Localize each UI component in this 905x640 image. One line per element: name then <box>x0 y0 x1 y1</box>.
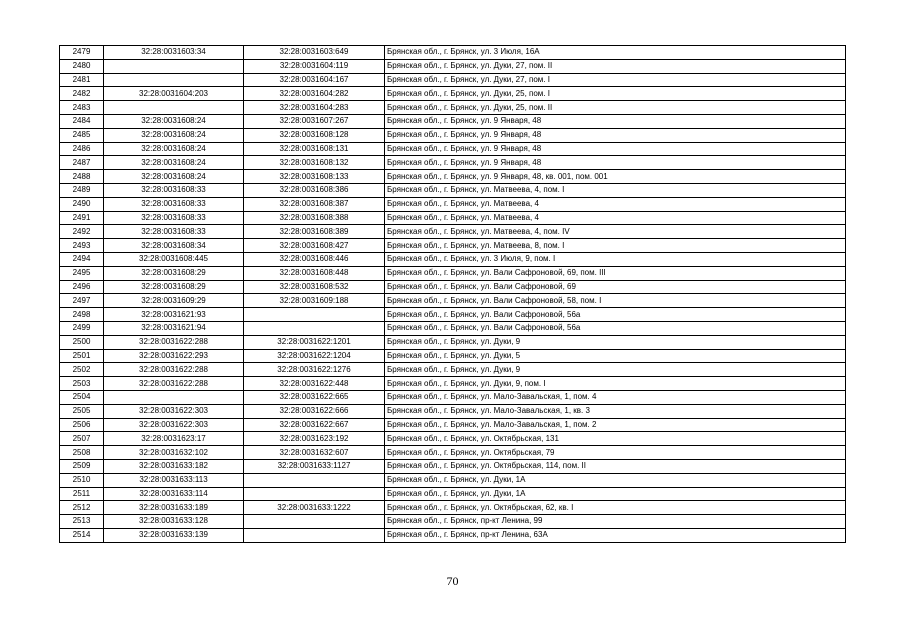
property-register-table <box>59 45 846 543</box>
parcel-cadastral-number-cell: 32:28:0031622:288 <box>104 335 244 349</box>
table-row <box>60 239 846 253</box>
object-cadastral-number-cell: 32:28:0031608:132 <box>244 156 385 170</box>
page-number: 70 <box>446 574 459 588</box>
row-number-cell: 2491 <box>60 211 104 225</box>
row-number-cell: 2513 <box>60 515 104 529</box>
parcel-cadastral-number-cell: 32:28:0031608:33 <box>104 225 244 239</box>
table-row <box>60 87 846 101</box>
table-row <box>60 528 846 542</box>
row-number-cell: 2493 <box>60 239 104 253</box>
row-number-cell: 2482 <box>60 87 104 101</box>
address-cell: Брянская обл., г. Брянск, ул. Октябрьская, 131 <box>385 432 846 446</box>
object-cadastral-number-cell: 32:28:0031622:1201 <box>244 335 385 349</box>
table-row <box>60 170 846 184</box>
parcel-cadastral-number-cell: 32:28:0031608:24 <box>104 156 244 170</box>
object-cadastral-number-cell: 32:28:0031633:1222 <box>244 501 385 515</box>
table-row <box>60 446 846 460</box>
address-cell: Брянская обл., г. Брянск, ул. Вали Сафроновой, 56а <box>385 308 846 322</box>
address-cell: Брянская обл., г. Брянск, ул. Октябрьская, 62, кв. I <box>385 501 846 515</box>
object-cadastral-number-cell: 32:28:0031622:1204 <box>244 349 385 363</box>
parcel-cadastral-number-cell: 32:28:0031603:34 <box>104 46 244 60</box>
address-cell: Брянская обл., г. Брянск, ул. 9 Января, 48 <box>385 156 846 170</box>
row-number-cell: 2486 <box>60 142 104 156</box>
row-number-cell: 2494 <box>60 252 104 266</box>
address-cell: Брянская обл., г. Брянск, ул. 9 Января, 48 <box>385 114 846 128</box>
object-cadastral-number-cell: 32:28:0031622:1276 <box>244 363 385 377</box>
parcel-cadastral-number-cell: 32:28:0031632:102 <box>104 446 244 460</box>
address-cell: Брянская обл., г. Брянск, ул. Мало-Завальская, 1, пом. 4 <box>385 390 846 404</box>
row-number-cell: 2509 <box>60 459 104 473</box>
address-cell: Брянская обл., г. Брянск, ул. Матвеева, 4 <box>385 211 846 225</box>
parcel-cadastral-number-cell: 32:28:0031633:189 <box>104 501 244 515</box>
table-row <box>60 418 846 432</box>
object-cadastral-number-cell: 32:28:0031604:282 <box>244 87 385 101</box>
table-row <box>60 515 846 529</box>
object-cadastral-number-cell <box>244 473 385 487</box>
parcel-cadastral-number-cell: 32:28:0031622:288 <box>104 363 244 377</box>
address-cell: Брянская обл., г. Брянск, ул. Октябрьская, 114, пом. II <box>385 459 846 473</box>
object-cadastral-number-cell: 32:28:0031608:131 <box>244 142 385 156</box>
table-row <box>60 280 846 294</box>
object-cadastral-number-cell: 32:28:0031632:607 <box>244 446 385 460</box>
table-row <box>60 156 846 170</box>
parcel-cadastral-number-cell: 32:28:0031608:24 <box>104 114 244 128</box>
parcel-cadastral-number-cell <box>104 101 244 115</box>
object-cadastral-number-cell: 32:28:0031604:167 <box>244 73 385 87</box>
parcel-cadastral-number-cell <box>104 390 244 404</box>
object-cadastral-number-cell <box>244 487 385 501</box>
row-number-cell: 2508 <box>60 446 104 460</box>
table-row <box>60 459 846 473</box>
object-cadastral-number-cell <box>244 528 385 542</box>
address-cell: Брянская обл., г. Брянск, ул. Дуки, 25, пом. II <box>385 101 846 115</box>
table-row <box>60 377 846 391</box>
object-cadastral-number-cell <box>244 321 385 335</box>
address-cell: Брянская обл., г. Брянск, ул. 9 Января, 48 <box>385 128 846 142</box>
parcel-cadastral-number-cell: 32:28:0031608:29 <box>104 280 244 294</box>
object-cadastral-number-cell: 32:28:0031622:448 <box>244 377 385 391</box>
parcel-cadastral-number-cell: 32:28:0031608:33 <box>104 183 244 197</box>
parcel-cadastral-number-cell: 32:28:0031609:29 <box>104 294 244 308</box>
table-row <box>60 390 846 404</box>
table-row <box>60 183 846 197</box>
address-cell: Брянская обл., г. Брянск, пр-кт Ленина, 63А <box>385 528 846 542</box>
object-cadastral-number-cell: 32:28:0031633:1127 <box>244 459 385 473</box>
parcel-cadastral-number-cell: 32:28:0031604:203 <box>104 87 244 101</box>
parcel-cadastral-number-cell: 32:28:0031622:288 <box>104 377 244 391</box>
parcel-cadastral-number-cell <box>104 73 244 87</box>
address-cell: Брянская обл., г. Брянск, ул. Дуки, 9 <box>385 335 846 349</box>
table-row <box>60 335 846 349</box>
parcel-cadastral-number-cell <box>104 59 244 73</box>
object-cadastral-number-cell: 32:28:0031623:192 <box>244 432 385 446</box>
address-cell: Брянская обл., г. Брянск, ул. Вали Сафроновой, 69 <box>385 280 846 294</box>
row-number-cell: 2499 <box>60 321 104 335</box>
address-cell: Брянская обл., г. Брянск, ул. Вали Сафроновой, 58, пом. I <box>385 294 846 308</box>
table-row <box>60 225 846 239</box>
object-cadastral-number-cell: 32:28:0031622:665 <box>244 390 385 404</box>
object-cadastral-number-cell: 32:28:0031608:387 <box>244 197 385 211</box>
parcel-cadastral-number-cell: 32:28:0031608:24 <box>104 142 244 156</box>
address-cell: Брянская обл., г. Брянск, ул. Дуки, 9 <box>385 363 846 377</box>
address-cell: Брянская обл., г. Брянск, ул. Дуки, 1А <box>385 487 846 501</box>
table-row <box>60 101 846 115</box>
parcel-cadastral-number-cell: 32:28:0031608:24 <box>104 128 244 142</box>
row-number-cell: 2511 <box>60 487 104 501</box>
parcel-cadastral-number-cell: 32:28:0031633:114 <box>104 487 244 501</box>
object-cadastral-number-cell <box>244 515 385 529</box>
object-cadastral-number-cell: 32:28:0031604:283 <box>244 101 385 115</box>
object-cadastral-number-cell: 32:28:0031608:386 <box>244 183 385 197</box>
row-number-cell: 2495 <box>60 266 104 280</box>
row-number-cell: 2500 <box>60 335 104 349</box>
parcel-cadastral-number-cell: 32:28:0031633:128 <box>104 515 244 529</box>
address-cell: Брянская обл., г. Брянск, ул. Вали Сафроновой, 69, пом. III <box>385 266 846 280</box>
row-number-cell: 2479 <box>60 46 104 60</box>
parcel-cadastral-number-cell: 32:28:0031608:34 <box>104 239 244 253</box>
address-cell: Брянская обл., г. Брянск, ул. 9 Января, 48, кв. 001, пом. 001 <box>385 170 846 184</box>
table-row <box>60 197 846 211</box>
parcel-cadastral-number-cell: 32:28:0031608:33 <box>104 197 244 211</box>
row-number-cell: 2487 <box>60 156 104 170</box>
address-cell: Брянская обл., г. Брянск, ул. Дуки, 1А <box>385 473 846 487</box>
row-number-cell: 2512 <box>60 501 104 515</box>
address-cell: Брянская обл., г. Брянск, ул. Вали Сафроновой, 56а <box>385 321 846 335</box>
table-row <box>60 349 846 363</box>
row-number-cell: 2484 <box>60 114 104 128</box>
object-cadastral-number-cell: 32:28:0031608:128 <box>244 128 385 142</box>
object-cadastral-number-cell: 32:28:0031604:119 <box>244 59 385 73</box>
object-cadastral-number-cell: 32:28:0031608:532 <box>244 280 385 294</box>
table-row <box>60 211 846 225</box>
row-number-cell: 2505 <box>60 404 104 418</box>
row-number-cell: 2492 <box>60 225 104 239</box>
object-cadastral-number-cell: 32:28:0031608:388 <box>244 211 385 225</box>
object-cadastral-number-cell: 32:28:0031603:649 <box>244 46 385 60</box>
address-cell: Брянская обл., г. Брянск, ул. 3 Июля, 16А <box>385 46 846 60</box>
address-cell: Брянская обл., г. Брянск, ул. Мало-Завальская, 1, пом. 2 <box>385 418 846 432</box>
table-row <box>60 432 846 446</box>
row-number-cell: 2490 <box>60 197 104 211</box>
row-number-cell: 2514 <box>60 528 104 542</box>
table-row <box>60 363 846 377</box>
row-number-cell: 2481 <box>60 73 104 87</box>
table-row <box>60 404 846 418</box>
address-cell: Брянская обл., г. Брянск, ул. Октябрьская, 79 <box>385 446 846 460</box>
table-row <box>60 266 846 280</box>
parcel-cadastral-number-cell: 32:28:0031622:303 <box>104 404 244 418</box>
row-number-cell: 2498 <box>60 308 104 322</box>
row-number-cell: 2497 <box>60 294 104 308</box>
row-number-cell: 2510 <box>60 473 104 487</box>
row-number-cell: 2480 <box>60 59 104 73</box>
object-cadastral-number-cell: 32:28:0031608:448 <box>244 266 385 280</box>
parcel-cadastral-number-cell: 32:28:0031622:293 <box>104 349 244 363</box>
row-number-cell: 2483 <box>60 101 104 115</box>
row-number-cell: 2502 <box>60 363 104 377</box>
row-number-cell: 2503 <box>60 377 104 391</box>
row-number-cell: 2506 <box>60 418 104 432</box>
address-cell: Брянская обл., г. Брянск, ул. 3 Июля, 9, пом. I <box>385 252 846 266</box>
table-row <box>60 252 846 266</box>
object-cadastral-number-cell: 32:28:0031608:427 <box>244 239 385 253</box>
table-row <box>60 46 846 60</box>
table-row <box>60 473 846 487</box>
row-number-cell: 2489 <box>60 183 104 197</box>
parcel-cadastral-number-cell: 32:28:0031621:94 <box>104 321 244 335</box>
address-cell: Брянская обл., г. Брянск, ул. 9 Января, 48 <box>385 142 846 156</box>
table-body <box>60 46 846 543</box>
table-row <box>60 114 846 128</box>
table-row <box>60 294 846 308</box>
table-row <box>60 128 846 142</box>
parcel-cadastral-number-cell: 32:28:0031622:303 <box>104 418 244 432</box>
table-row <box>60 487 846 501</box>
object-cadastral-number-cell: 32:28:0031609:188 <box>244 294 385 308</box>
address-cell: Брянская обл., г. Брянск, ул. Мало-Завальская, 1, кв. 3 <box>385 404 846 418</box>
table-row <box>60 308 846 322</box>
object-cadastral-number-cell: 32:28:0031622:666 <box>244 404 385 418</box>
parcel-cadastral-number-cell: 32:28:0031633:113 <box>104 473 244 487</box>
row-number-cell: 2488 <box>60 170 104 184</box>
table-row <box>60 501 846 515</box>
object-cadastral-number-cell: 32:28:0031608:133 <box>244 170 385 184</box>
object-cadastral-number-cell: 32:28:0031608:446 <box>244 252 385 266</box>
parcel-cadastral-number-cell: 32:28:0031608:29 <box>104 266 244 280</box>
row-number-cell: 2507 <box>60 432 104 446</box>
row-number-cell: 2496 <box>60 280 104 294</box>
object-cadastral-number-cell: 32:28:0031622:667 <box>244 418 385 432</box>
address-cell: Брянская обл., г. Брянск, ул. Дуки, 27, пом. I <box>385 73 846 87</box>
object-cadastral-number-cell <box>244 308 385 322</box>
row-number-cell: 2485 <box>60 128 104 142</box>
address-cell: Брянская обл., г. Брянск, ул. Дуки, 5 <box>385 349 846 363</box>
address-cell: Брянская обл., г. Брянск, ул. Дуки, 9, пом. I <box>385 377 846 391</box>
parcel-cadastral-number-cell: 32:28:0031621:93 <box>104 308 244 322</box>
table-row <box>60 321 846 335</box>
parcel-cadastral-number-cell: 32:28:0031608:33 <box>104 211 244 225</box>
object-cadastral-number-cell: 32:28:0031608:389 <box>244 225 385 239</box>
table-row <box>60 59 846 73</box>
table-row <box>60 73 846 87</box>
parcel-cadastral-number-cell: 32:28:0031633:139 <box>104 528 244 542</box>
address-cell: Брянская обл., г. Брянск, ул. Дуки, 27, пом. II <box>385 59 846 73</box>
parcel-cadastral-number-cell: 32:28:0031633:182 <box>104 459 244 473</box>
address-cell: Брянская обл., г. Брянск, ул. Матвеева, 4 <box>385 197 846 211</box>
parcel-cadastral-number-cell: 32:28:0031623:17 <box>104 432 244 446</box>
row-number-cell: 2504 <box>60 390 104 404</box>
address-cell: Брянская обл., г. Брянск, ул. Матвеева, 8, пом. I <box>385 239 846 253</box>
parcel-cadastral-number-cell: 32:28:0031608:445 <box>104 252 244 266</box>
address-cell: Брянская обл., г. Брянск, ул. Дуки, 25, пом. I <box>385 87 846 101</box>
address-cell: Брянская обл., г. Брянск, пр-кт Ленина, 99 <box>385 515 846 529</box>
object-cadastral-number-cell: 32:28:0031607:267 <box>244 114 385 128</box>
row-number-cell: 2501 <box>60 349 104 363</box>
parcel-cadastral-number-cell: 32:28:0031608:24 <box>104 170 244 184</box>
table-row <box>60 142 846 156</box>
address-cell: Брянская обл., г. Брянск, ул. Матвеева, 4, пом. IV <box>385 225 846 239</box>
address-cell: Брянская обл., г. Брянск, ул. Матвеева, 4, пом. I <box>385 183 846 197</box>
